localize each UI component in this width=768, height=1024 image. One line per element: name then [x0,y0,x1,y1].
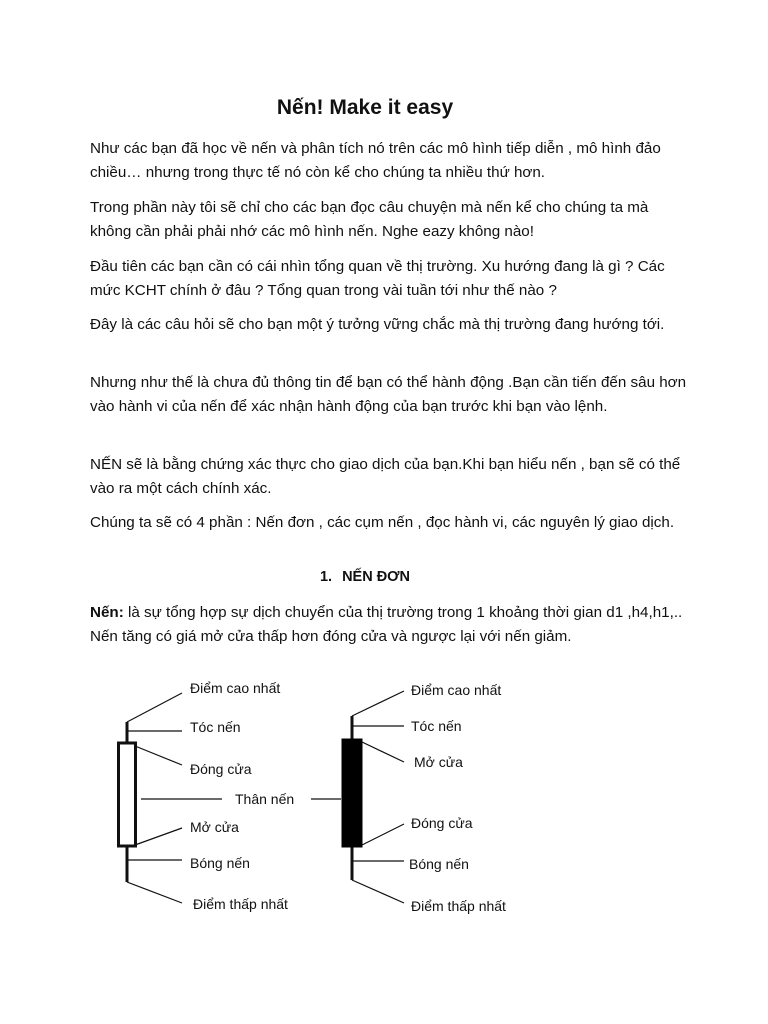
bullish-low-leader [127,882,182,903]
bearish-low-label: Điểm thấp nhất [411,898,506,914]
body-label-group [141,791,341,807]
paragraph-parts: Chúng ta sẽ có 4 phần : Nến đơn , các cụm nến , đọc hành vi, các nguyên lý giao dịch. [90,514,675,531]
bearish-open-leader [362,742,404,762]
section-number: 1. [319,569,333,585]
bullish-candle-body [119,743,136,846]
bullish-open-label: Mở cửa [190,819,239,835]
bullish-low-label: Điểm thấp nhất [193,896,288,912]
bullish-high-label: Điểm cao nhất [190,680,281,696]
bearish-labels [409,682,506,914]
bearish-open-label: Mở cửa [414,754,463,770]
bearish-high-leader [352,691,404,716]
body-label: Thân nến [235,791,295,807]
paragraph-intro: Như các bạn đã học về nến và phân tích nó trên các mô hình tiếp diễn , mô hình đảo chiều… nhưng trong thực tế nó còn kể cho chúng ta nhiều thứ hơn. [90,140,661,181]
bullish-close-label: Đóng cửa [190,761,252,777]
bearish-candle [342,716,362,880]
definition-text: là sự tổng hợp sự dịch chuyển của thị trường trong 1 khoảng thời gian d1 ,h4,h1,.. Nến tăng có giá mở cửa thấp hơn đóng cửa và ngược lại với nến giảm. [90,604,683,645]
bearish-upper-wick-label: Tóc nến [411,718,462,734]
bearish-close-leader [362,824,404,845]
bullish-upper-wick-label: Tóc nến [190,719,241,735]
definition-term: Nến: [90,604,124,621]
bearish-candle-body [342,739,362,847]
paragraph-overview: Đầu tiên các bạn cần có cái nhìn tổng quan về thị trường. Xu hướng đang là gì ? Các mức KCHT chính ở đâu ? Tổng quan trong vài tuần tới như thế nào ? [90,258,665,299]
bearish-close-label: Đóng cửa [411,815,473,831]
page-title: Nến! Make it easy [276,96,454,119]
bullish-open-leader [135,828,182,845]
section-title: NẾN ĐƠN [342,569,411,585]
bullish-candle [119,722,136,882]
bullish-lower-wick-label: Bóng nến [190,855,250,871]
bearish-high-label: Điểm cao nhất [411,682,502,698]
bearish-lower-wick-label: Bóng nến [409,856,469,872]
paragraph-evidence: NẾN sẽ là bằng chứng xác thực cho giao dịch của bạn.Khi bạn hiểu nến , bạn sẽ có thể vào ra một cách chính xác. [90,456,681,497]
bullish-high-leader [127,693,182,722]
bearish-low-leader [352,880,404,903]
paragraph-questions: Đây là các câu hỏi sẽ cho bạn một ý tưởng vững chắc mà thị trường đang hướng tới. [90,316,665,333]
paragraph-purpose: Trong phần này tôi sẽ chỉ cho các bạn đọc câu chuyện mà nến kể cho chúng ta mà không cần phải phải nhớ các mô hình nến. Nghe eazy không nào! [90,199,649,240]
paragraph-behavior: Nhưng như thế là chưa đủ thông tin để bạn có thể hành động .Bạn cần tiến đến sâu hơn vào hành vi của nến để xác nhận hành động của bạn trước khi bạn vào lệnh. [90,374,687,415]
bullish-close-leader [135,746,182,765]
